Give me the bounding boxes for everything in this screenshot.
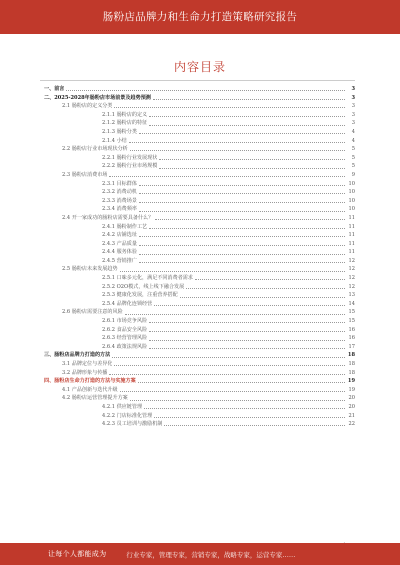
toc-entry-page: 18 — [348, 369, 355, 376]
toc-leader-dots — [139, 211, 345, 212]
toc-leader-dots — [125, 314, 345, 315]
toc-entry[interactable] — [40, 94, 355, 103]
toc-entry-page: 22 — [348, 421, 355, 428]
toc-leader-dots — [159, 159, 345, 160]
toc-entry[interactable] — [40, 85, 355, 94]
toc-entry-title: 2.3.3 消费场景 — [102, 197, 137, 204]
toc-entry-title: 2.5.2 O2O模式，线上线下融合发展 — [102, 283, 185, 290]
toc-entry-page: 10 — [348, 206, 355, 213]
toc-entry[interactable] — [40, 231, 355, 240]
toc-entry-page: 18 — [348, 361, 355, 367]
toc-entry[interactable] — [40, 394, 355, 403]
toc-entry-title: 2.6.2 食品安全风险 — [102, 326, 148, 333]
toc-leader-dots — [130, 150, 345, 151]
toc-leader-dots — [149, 116, 345, 117]
toc-entry[interactable] — [40, 326, 355, 335]
toc-entry[interactable] — [40, 334, 355, 343]
toc-entry-title: 2.4.4 服务体验 — [102, 249, 137, 256]
toc-entry[interactable] — [40, 145, 355, 154]
toc-entry[interactable] — [40, 403, 355, 412]
toc-entry-title: 2.4.5 营销推广 — [102, 257, 137, 264]
toc-entry-title: 2.2 肠粉店行业市场现状分析 — [62, 146, 128, 153]
toc-entry-title: 2.1.4 小结 — [102, 137, 127, 144]
toc-entry-page: 19 — [347, 378, 355, 385]
toc-entry-title: 2.6.1 市场竞争风险 — [102, 318, 148, 325]
toc-leader-dots — [149, 331, 345, 332]
toc-title: 内容目录 — [173, 60, 226, 74]
toc-entry[interactable] — [40, 162, 355, 171]
toc-leader-dots — [130, 400, 345, 401]
toc-entry-title: 2.3.2 消费动机 — [102, 189, 137, 196]
toc-entry[interactable] — [40, 420, 355, 429]
toc-entry-title: 2.2.2 肠粉行业市场规模 — [102, 163, 158, 170]
toc-entry-title: 2.1 肠粉店的定义分类 — [62, 103, 113, 110]
toc-entry-page: 17 — [348, 343, 355, 350]
toc-entry-title: 3.1 品牌定位与差异化 — [62, 361, 113, 367]
toc-leader-dots — [120, 271, 345, 272]
toc-entry-page: 11 — [348, 223, 355, 230]
toc-entry-page: 11 — [348, 232, 355, 239]
toc-entry-title: 2.3 肠粉店消费市场 — [62, 171, 108, 178]
toc-entry-page: 15 — [348, 309, 355, 316]
toc-entry-page: 12 — [348, 266, 355, 273]
toc-entry-page: 16 — [348, 335, 355, 342]
toc-entry-page: 3 — [351, 103, 355, 110]
toc-entry[interactable] — [40, 128, 355, 137]
toc-entry[interactable] — [40, 317, 355, 326]
toc-leader-dots — [114, 107, 345, 108]
toc-entry[interactable] — [40, 205, 355, 214]
toc-entry[interactable] — [40, 283, 355, 292]
toc-entry-title: 4.2.3 员工培训与激励机制 — [102, 421, 163, 428]
toc-entry-title: 2.1.2 肠粉店的特征 — [102, 120, 148, 127]
toc-entry-page: 11 — [348, 214, 355, 221]
toc-leader-dots — [109, 374, 345, 375]
toc-entry[interactable] — [40, 188, 355, 197]
toc-entry-title: 2.5.4 品牌化连锁经营 — [102, 300, 153, 307]
toc-entry[interactable] — [40, 351, 355, 360]
toc-entry[interactable] — [40, 386, 355, 395]
toc-entry[interactable] — [40, 111, 355, 120]
toc-leader-dots — [164, 425, 345, 426]
toc-leader-dots — [139, 236, 345, 237]
toc-leader-dots — [180, 297, 345, 298]
toc-entry[interactable] — [40, 377, 355, 386]
toc-entry-title: 2.4 开一家成功的肠粉店需要具备什么？ — [62, 214, 154, 221]
toc-entry-page: 5 — [351, 163, 355, 170]
toc-leader-dots — [144, 408, 345, 409]
toc-leader-dots — [149, 340, 345, 341]
toc-entry[interactable] — [40, 257, 355, 266]
table-of-contents — [40, 85, 355, 540]
toc-entry[interactable] — [40, 291, 355, 300]
toc-leader-dots — [149, 348, 345, 349]
toc-entry[interactable] — [40, 102, 355, 111]
toc-leader-dots — [154, 305, 345, 306]
toc-entry-title: 2.1.1 肠粉店的定义 — [102, 111, 148, 118]
toc-entry[interactable] — [40, 171, 355, 180]
toc-entry-page: 3 — [351, 120, 355, 127]
toc-leader-dots — [139, 254, 345, 255]
toc-entry-page: 11 — [348, 240, 355, 247]
toc-entry-page: 3 — [351, 94, 355, 101]
toc-entry[interactable] — [40, 223, 355, 232]
toc-entry-title: 2.6.4 政策法规风险 — [102, 343, 148, 350]
toc-entry[interactable] — [40, 137, 355, 146]
toc-entry-page: 21 — [348, 412, 355, 419]
toc-entry[interactable] — [40, 248, 355, 257]
toc-entry-page: 4 — [351, 137, 355, 144]
toc-entry-title: 2.5.1 口味多元化，满足不同消费者需求 — [102, 275, 193, 282]
toc-entry-page: 12 — [348, 257, 355, 264]
toc-entry-page: 3 — [351, 111, 355, 118]
toc-entry-page: 18 — [347, 352, 355, 359]
toc-entry-title: 2.5 肠粉店未来发展趋势 — [62, 266, 118, 273]
toc-entry[interactable] — [40, 369, 355, 378]
toc-entry[interactable] — [40, 197, 355, 206]
report-footer — [0, 543, 400, 565]
toc-leader-dots — [66, 90, 345, 91]
toc-entry-title: 4.2 肠粉店运营管理提升方案 — [62, 395, 128, 402]
toc-leader-dots — [154, 417, 345, 418]
toc-leader-dots — [112, 357, 345, 358]
toc-entry-page: 4 — [351, 128, 355, 135]
toc-entry-page: 12 — [348, 275, 355, 282]
toc-entry-title: 4.1 产品创新与迭代升级 — [62, 386, 118, 393]
toc-leader-dots — [139, 193, 345, 194]
toc-entry[interactable] — [40, 308, 355, 317]
toc-entry-page: 13 — [348, 292, 355, 299]
toc-entry-title: 2.6 肠粉店需要注意的风险 — [62, 309, 123, 316]
toc-entry[interactable] — [40, 154, 355, 163]
report-header — [0, 0, 400, 34]
toc-leader-dots — [114, 365, 345, 366]
toc-entry-title: 2.3.4 消费频率 — [102, 206, 137, 213]
toc-entry-page: 10 — [348, 197, 355, 204]
toc-entry-page: 19 — [348, 386, 355, 393]
report-title: 肠粉店品牌力和生命力打造策略研究报告 — [102, 11, 298, 23]
toc-entry-title: 2.4.1 肠粉制作工艺 — [102, 223, 148, 230]
toc-entry-title: 2.6.3 经营管理风险 — [102, 335, 148, 342]
toc-entry-page: 5 — [351, 154, 355, 161]
toc-entry-page: 20 — [348, 403, 355, 410]
toc-leader-dots — [138, 382, 345, 383]
toc-entry-title: 3.2 品牌形象与传播 — [62, 369, 108, 376]
toc-entry[interactable] — [40, 119, 355, 128]
toc-entry-title: 4.2.2 门店标准化管理 — [102, 412, 153, 419]
toc-entry-title: 三、肠粉店品牌力打造的方法 — [44, 352, 111, 359]
toc-entry-title: 四、肠粉店生命力打造的方法与实施方案 — [44, 378, 136, 385]
toc-leader-dots — [153, 99, 345, 100]
toc-entry-title: 2.4.3 产品质量 — [102, 240, 137, 247]
toc-entry[interactable] — [40, 180, 355, 189]
toc-leader-dots — [139, 185, 345, 186]
toc-leader-dots — [159, 168, 345, 169]
toc-leader-dots — [149, 322, 345, 323]
toc-entry-page: 20 — [348, 395, 355, 402]
toc-leader-dots — [139, 202, 345, 203]
toc-entry[interactable] — [40, 300, 355, 309]
toc-entry-page: 10 — [348, 180, 355, 187]
toc-entry-page: 3 — [351, 86, 355, 92]
toc-leader-dots — [129, 142, 345, 143]
toc-entry[interactable] — [40, 240, 355, 249]
toc-entry-title: 2.5.3 健康化发展，注重营养搭配 — [102, 292, 178, 299]
toc-entry-title: 2.4.2 店铺选址 — [102, 232, 137, 239]
toc-entry[interactable] — [40, 265, 355, 274]
toc-entry[interactable] — [40, 274, 355, 283]
toc-entry-title: 4.2.1 供应链管理 — [102, 403, 143, 410]
toc-entry[interactable] — [40, 343, 355, 352]
toc-entry-page: 12 — [348, 283, 355, 290]
toc-leader-dots — [139, 245, 345, 246]
toc-entry-title: 一、前言 — [44, 86, 65, 92]
toc-entry-title: 2.2.1 肠粉行业发展现状 — [102, 154, 158, 161]
footer-tagline: 行业专家，管理专家，营销专家，战略专家，运营专家…… — [126, 550, 296, 559]
toc-entry[interactable] — [40, 214, 355, 223]
toc-entry-page: 14 — [348, 300, 355, 307]
toc-entry-page: 5 — [351, 146, 355, 153]
toc-top-rule — [40, 80, 355, 81]
toc-leader-dots — [109, 176, 345, 177]
toc-leader-dots — [120, 391, 345, 392]
toc-leader-dots — [195, 279, 345, 280]
toc-leader-dots — [149, 125, 345, 126]
toc-entry-page: 15 — [348, 318, 355, 325]
toc-entry-title: 2.1.3 肠粉分类 — [102, 128, 137, 135]
toc-entry-page: 16 — [348, 326, 355, 333]
toc-entry[interactable] — [40, 412, 355, 421]
toc-entry-page: 10 — [348, 189, 355, 196]
toc-leader-dots — [139, 262, 345, 263]
toc-entry[interactable] — [40, 360, 355, 369]
toc-entry-page: 11 — [348, 249, 355, 256]
toc-leader-dots — [155, 219, 345, 220]
toc-entry-title: 二、2025-2028年肠粉店市场前景及趋势预测 — [44, 94, 151, 101]
toc-leader-dots — [149, 228, 345, 229]
toc-leader-dots — [139, 133, 345, 134]
footer-slogan: 让每个人都能成为 — [48, 550, 107, 558]
toc-entry-title: 2.3.1 目标群体 — [102, 180, 137, 187]
toc-leader-dots — [186, 288, 345, 289]
toc-entry-page: 9 — [351, 171, 355, 178]
